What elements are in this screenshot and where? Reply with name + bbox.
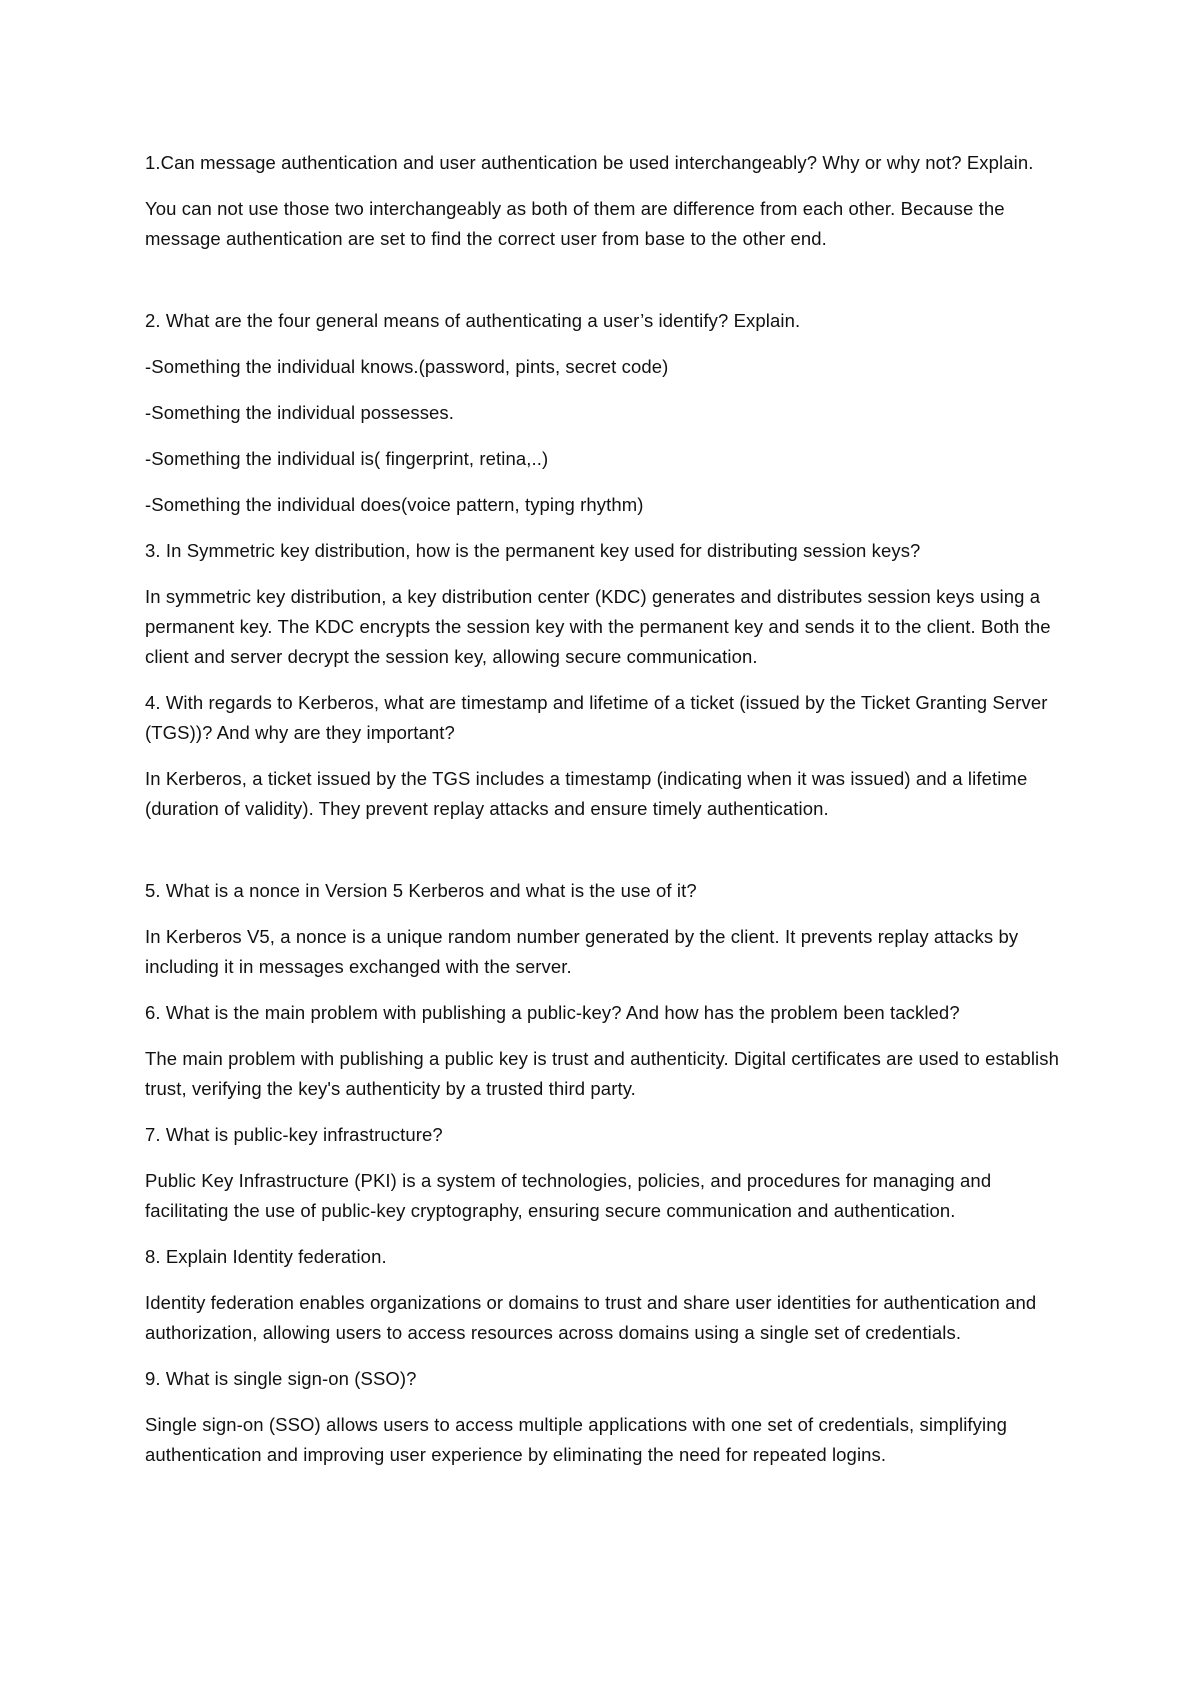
list-item: -Something the individual knows.(password, pints, secret code) <box>145 356 669 377</box>
question-7: 7. What is public-key infrastructure? <box>145 1124 443 1145</box>
question-6: 6. What is the main problem with publishing a public-key? And how has the problem been tackled? <box>145 1002 960 1023</box>
answer-5: In Kerberos V5, a nonce is a unique random number generated by the client. It prevents replay attacks by including it in messages exchanged with the server. <box>145 926 1019 977</box>
question-3: 3. In Symmetric key distribution, how is the permanent key used for distributing session keys? <box>145 540 921 561</box>
answer-6: The main problem with publishing a public key is trust and authenticity. Digital certificates are used to establish trust, verifying the key's authenticity by a trusted third party. <box>145 1048 1059 1099</box>
question-2: 2. What are the four general means of authenticating a user’s identify? Explain. <box>145 310 801 331</box>
list-item: -Something the individual is( fingerprint, retina,..) <box>145 448 549 469</box>
answer-1: You can not use those two interchangeably as both of them are difference from each other. Because the message authentication are set to find the correct user from base to the other end. <box>145 198 1005 249</box>
answer-9: Single sign-on (SSO) allows users to access multiple applications with one set of credentials, simplifying authentication and improving user experience by eliminating the need for repeated logins. <box>145 1414 1007 1465</box>
answer-8: Identity federation enables organizations or domains to trust and share user identities for authentication and authorization, allowing users to access resources across domains using a single set of credentials. <box>145 1292 1037 1343</box>
answer-4: In Kerberos, a ticket issued by the TGS includes a timestamp (indicating when it was issued) and a lifetime (duration of validity). They prevent replay attacks and ensure timely authentication. <box>145 768 1028 819</box>
question-4: 4. With regards to Kerberos, what are timestamp and lifetime of a ticket (issued by the Ticket Granting Server (TGS))? And why are they important? <box>145 692 1048 743</box>
answer-7: Public Key Infrastructure (PKI) is a system of technologies, policies, and procedures for managing and facilitating the use of public-key cryptography, ensuring secure communication and authentication. <box>145 1170 992 1221</box>
question-8: 8. Explain Identity federation. <box>145 1246 387 1267</box>
list-item: -Something the individual possesses. <box>145 402 455 423</box>
question-1: 1.Can message authentication and user authentication be used interchangeably? Why or why not? Explain. <box>145 152 1034 173</box>
list-item: -Something the individual does(voice pattern, typing rhythm) <box>145 494 644 515</box>
answer-3: In symmetric key distribution, a key distribution center (KDC) generates and distributes session keys using a permanent key. The KDC encrypts the session key with the permanent key and sends it to the client. Both the client and server decrypt the session key, allowing secure communication. <box>145 586 1051 667</box>
question-9: 9. What is single sign-on (SSO)? <box>145 1368 417 1389</box>
document-body <box>145 148 1075 1470</box>
question-5: 5. What is a nonce in Version 5 Kerberos and what is the use of it? <box>145 880 697 901</box>
